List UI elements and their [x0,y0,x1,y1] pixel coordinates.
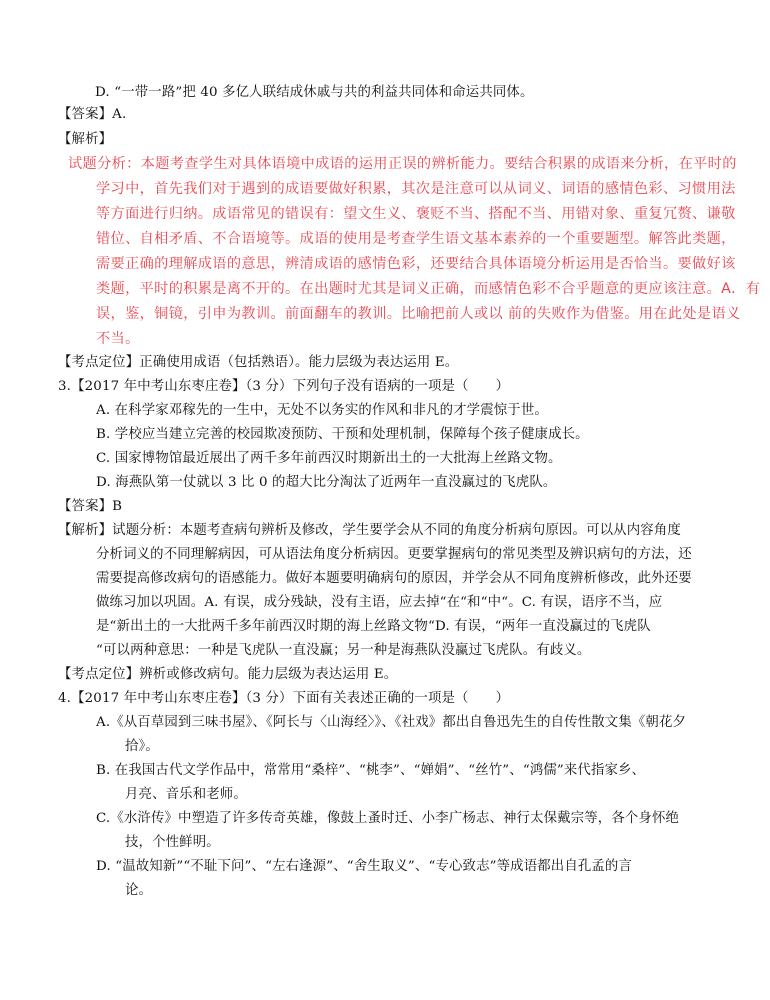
q4-option-a-line-1: A.《从百草园到三味书屋》、《阿长与〈山海经〉》、《社戏》都出自鲁迅先生的自传性散文集《朝花夕 [96,715,687,730]
q2-analysis-line-5: 需要正确的理解成语的意思，辨清成语的感情色彩，还要结合具体语境分析运用是否恰当。要做好该 [96,256,736,272]
q3-point: 【考点定位】辨析或修改病句。能力层级为表达运用 E。 [58,667,398,682]
q2-analysis-line-2: 学习中，首先我们对于遇到的成语要做好积累，其次是注意可以从词义、词语的感情色彩、习惯用法 [96,181,736,197]
q3-analysis-line-3: 需要提高修改病句的语感能力。做好本题要明确病句的原因，并学会从不同角度辨析修改，此外还要 [96,571,692,586]
q4-option-b-line-2: 月亮、音乐和老师。 [125,787,247,802]
q2-analysis-label: 【解析】 [58,132,113,147]
q2-analysis-line-6: 类题，平时的积累是离不开的。在出题时尤其是词义正确，而感情色彩不合乎题意的更应该注意。A．有 [96,281,761,297]
q3-option-b: B. 学校应当建立完善的校园欺凌预防、干预和处理机制，保障每个孩子健康成长。 [96,427,589,442]
q3-option-d: D. 海燕队第一仗就以 3 比 0 的超大比分淘汰了近两年一直没赢过的飞虎队。 [96,475,557,490]
q4-option-c-line-1: C.《水浒传》中塑造了许多传奇英雄，像鼓上蚤时迁、小李广杨志、神行太保戴宗等，各个身怀绝 [96,811,680,826]
q3-analysis-line-2: 分析词义的不同理解病因，可从语法角度分析病因。更要掌握病句的常见类型及辨识病句的方法，还 [96,547,692,562]
q3-analysis-line-6: “可以两种意思：一种是飞虎队一直没赢；另一种是海燕队没赢过飞虎队。有歧义。 [96,643,591,658]
q2-answer: 【答案】A. [58,107,127,122]
q2-option-d: D. “一带一路”把 40 多亿人联结成休戚与共的利益共同体和命运共同体。 [95,85,534,100]
q4-stem: 4.【2017 年中考山东枣庄卷】（3 分）下面有关表述正确的一项是（ ） [58,691,510,706]
q2-analysis-line-7: 误，鉴，铜镜，引申为教训。前面翻车的教训。比喻把前人或以 前的失败作为借鉴。用在此处是语义 [96,306,741,322]
q2-point: 【考点定位】正确使用成语（包括熟语）。能力层级为表达运用 E。 [58,355,459,370]
q3-stem: 3.【2017 年中考山东枣庄卷】（3 分）下列句子没有语病的一项是（ ） [58,379,510,394]
q4-option-b-line-1: B. 在我国古代文学作品中，常常用“桑梓”、“桃李”、“婵娟”、“丝竹”、“鸿儒”来代指家乡、 [96,763,646,778]
q4-option-c-line-2: 技，个性鲜明。 [125,835,220,850]
q2-analysis-line-8: 不当。 [96,331,140,347]
q4-option-d-line-1: D. “温故知新”“不耻下问”、“左右逢源”、“舍生取义”、“专心致志”等成语都出自孔孟的言 [96,859,633,874]
q3-answer: 【答案】B [58,499,123,514]
q3-analysis-line-4: 做练习加以巩固。A. 有误，成分残缺，没有主语，应去掉“在“和“中“。C. 有误，语序不当，应 [96,595,663,610]
q4-option-a-line-2: 拾》。 [125,739,159,754]
q2-analysis-line-4: 错位、自相矛盾、不合语境等。成语的使用是考查学生语文基本素养的一个重要题型。解答此类题， [96,231,736,247]
q3-option-a: A. 在科学家邓稼先的一生中，无处不以务实的作风和非凡的才学震惊于世。 [96,403,548,418]
q2-analysis-line-3: 等方面进行归纳。成语常见的错误有：望文生义、褒贬不当、搭配不当、用错对象、重复冗赘、谦敬 [96,206,736,222]
q3-analysis-line-1: 【解析】试题分析：本题考查病句辨析及修改，学生要学会从不同的角度分析病句原因。可以从内容角度 [58,523,681,538]
q3-analysis-line-5: 是“新出土的一大批两千多年前西汉时期的海上丝路文物“D. 有误，“两年一直没赢过的飞虎队 [96,619,651,634]
q2-analysis-line-1: 试题分析：本题考查学生对具体语境中成语的运用正误的辨析能力。要结合积累的成语来分析，在平时的 [68,156,737,172]
q3-option-c: C. 国家博物馆最近展出了两千多年前西汉时期新出土的一大批海上丝路文物。 [96,451,562,466]
q4-option-d-line-2: 论。 [125,883,153,898]
